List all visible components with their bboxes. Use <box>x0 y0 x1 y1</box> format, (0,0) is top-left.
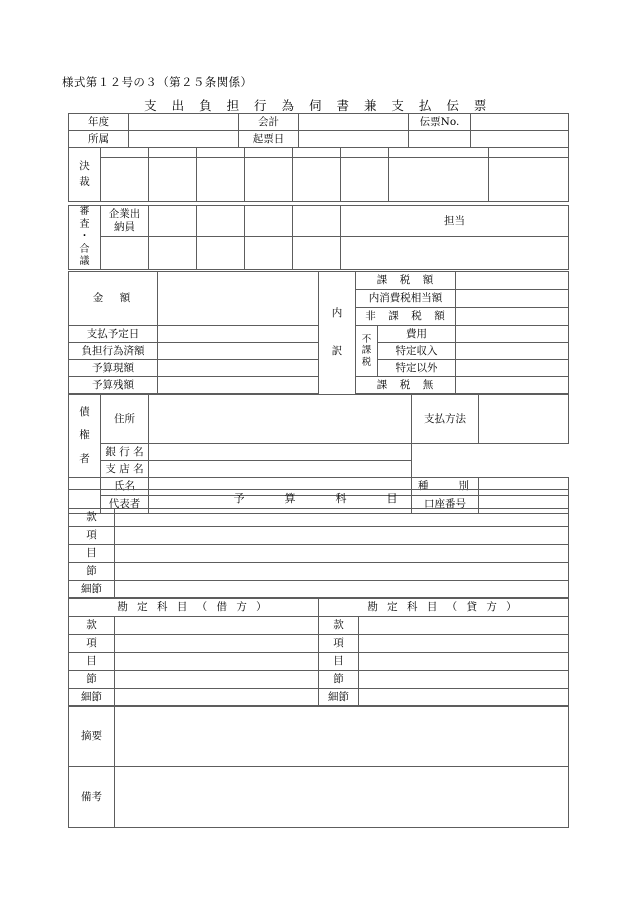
budget-item-field-setsu[interactable] <box>115 563 569 581</box>
account-number-label: 口座番号 <box>412 496 479 514</box>
table-row <box>69 689 569 707</box>
nontaxable-field[interactable] <box>456 308 569 326</box>
affiliation-field[interactable] <box>129 131 239 148</box>
other-than-specific-field[interactable] <box>456 360 569 377</box>
amount-field[interactable] <box>158 272 319 326</box>
decision-strip-cell[interactable] <box>101 148 149 158</box>
specific-income-label: 特定収入 <box>378 343 456 360</box>
ledger-credit-label-kan: 款 <box>319 617 359 635</box>
table-row <box>69 148 569 158</box>
review-stamp-cell[interactable] <box>245 206 293 237</box>
budget-item-title: 予 算 科 目 <box>69 490 569 509</box>
fiscal-year-field[interactable] <box>129 114 239 131</box>
consumption-tax-label: 内消費税相当額 <box>356 290 456 308</box>
amount-breakdown-table <box>68 271 569 395</box>
table-row <box>69 617 569 635</box>
ledger-credit-title: 勘 定 科 目 （ 貸 方 ） <box>319 598 569 617</box>
ledger-credit-field-setsu[interactable] <box>359 671 569 689</box>
review-label <box>69 206 101 270</box>
summary-field[interactable] <box>115 706 569 767</box>
table-row <box>69 206 569 237</box>
decision-label <box>69 148 101 202</box>
review-stamp-cell[interactable] <box>293 237 341 270</box>
budget-item-label-saisetsu: 細節 <box>69 581 115 599</box>
account-label: 会計 <box>239 114 299 131</box>
decision-stamp-cell[interactable] <box>341 158 389 202</box>
budget-balance-field[interactable] <box>158 377 319 394</box>
committed-amount-label: 負担行為済額 <box>69 343 158 360</box>
header-extra-field[interactable] <box>409 131 471 148</box>
table-row <box>69 131 569 148</box>
decision-stamp-cell[interactable] <box>245 158 293 202</box>
nontaxable-label: 非 課 税 額 <box>356 308 456 326</box>
table-row <box>69 272 569 290</box>
drafting-date-field[interactable] <box>299 131 409 148</box>
table-row <box>69 581 569 599</box>
budget-current-field[interactable] <box>158 360 319 377</box>
address-field[interactable] <box>149 395 412 444</box>
payment-due-label: 支払予定日 <box>69 326 158 343</box>
table-row <box>69 598 569 617</box>
form-number: 様式第１２号の３（第２５条関係） <box>62 75 253 89</box>
table-row <box>69 706 569 767</box>
ledger-credit-label-setsu: 節 <box>319 671 359 689</box>
branch-name-field[interactable] <box>149 461 412 478</box>
ledger-debit-label-saisetsu: 細節 <box>69 689 115 707</box>
creditor-label: 債 権 者 <box>69 395 101 478</box>
remarks-label: 備考 <box>69 767 115 828</box>
table-row <box>69 563 569 581</box>
table-row <box>69 635 569 653</box>
bank-name-field[interactable] <box>149 444 412 461</box>
budget-item-field-kan[interactable] <box>115 509 569 527</box>
address-label: 住所 <box>101 395 149 444</box>
review-stamp-cell[interactable] <box>149 206 197 237</box>
slip-no-field[interactable] <box>471 114 569 131</box>
budget-item-label-ko: 項 <box>69 527 115 545</box>
decision-strip-cell[interactable] <box>341 148 389 158</box>
decision-stamp-cell[interactable] <box>101 158 149 202</box>
charge-label: 担当 <box>341 206 569 237</box>
table-row <box>69 653 569 671</box>
ledger-credit-label-saisetsu: 細節 <box>319 689 359 707</box>
fiscal-year-label: 年度 <box>69 114 129 131</box>
decision-strip-cell[interactable] <box>197 148 245 158</box>
budget-balance-label: 予算残額 <box>69 377 158 394</box>
decision-stamp-cell[interactable] <box>389 158 489 202</box>
decision-strip-cell[interactable] <box>149 148 197 158</box>
decision-strip-cell[interactable] <box>389 148 489 158</box>
table-row <box>69 395 569 444</box>
decision-label-text: 決 裁 <box>79 160 90 188</box>
ledger-debit-field-setsu[interactable] <box>115 671 319 689</box>
remarks-field[interactable] <box>115 767 569 828</box>
cashier-label: 企業出 納員 <box>101 206 149 237</box>
payment-method-label: 支払方法 <box>412 395 479 444</box>
decision-stamp-cell[interactable] <box>489 158 569 202</box>
amount-label: 金 額 <box>69 272 158 326</box>
ledger-debit-label-ko: 項 <box>69 635 115 653</box>
ledger-credit-label-ko: 項 <box>319 635 359 653</box>
budget-item-field-ko[interactable] <box>115 527 569 545</box>
table-row <box>69 490 569 509</box>
representative-label: 代表者 <box>101 496 149 514</box>
budget-item-label-setsu: 節 <box>69 563 115 581</box>
drafting-date-label: 起票日 <box>239 131 299 148</box>
review-stamp-cell[interactable] <box>293 206 341 237</box>
decision-stamp-cell[interactable] <box>149 158 197 202</box>
review-stamp-cell[interactable] <box>149 237 197 270</box>
header-table <box>68 113 569 148</box>
decision-strip-cell[interactable] <box>293 148 341 158</box>
taxable-field[interactable] <box>456 272 569 290</box>
consumption-tax-field[interactable] <box>456 290 569 308</box>
review-stamp-cell[interactable] <box>101 237 149 270</box>
ledger-debit-label-moku: 目 <box>69 653 115 671</box>
table-row <box>69 671 569 689</box>
table-row <box>69 114 569 131</box>
ledger-credit-field-saisetsu[interactable] <box>359 689 569 707</box>
decision-stamp-cell[interactable] <box>293 158 341 202</box>
ledger-debit-label-kan: 款 <box>69 617 115 635</box>
name-label: 氏名 <box>101 478 149 496</box>
charge-field[interactable] <box>341 237 569 270</box>
ledger-debit-field-kan[interactable] <box>115 617 319 635</box>
table-row <box>69 158 569 202</box>
page-title: 支 出 負 担 行 為 伺 書 兼 支 払 伝 票 <box>144 98 492 113</box>
bank-name-label: 銀 行 名 <box>101 444 149 461</box>
summary-label: 摘要 <box>69 706 115 767</box>
budget-current-label: 予算現額 <box>69 360 158 377</box>
breakdown-label: 内 訳 <box>319 272 356 395</box>
decision-strip-cell[interactable] <box>245 148 293 158</box>
ledger-debit-field-moku[interactable] <box>115 653 319 671</box>
ledger-table <box>68 597 569 707</box>
account-type-label: 種 別 <box>412 478 479 496</box>
table-row <box>69 444 569 461</box>
approval-table <box>68 147 569 202</box>
no-tax-label: 課 税 無 <box>356 377 456 394</box>
review-stamp-cell[interactable] <box>197 206 245 237</box>
table-row <box>69 237 569 270</box>
table-row <box>69 545 569 563</box>
expense-field[interactable] <box>456 326 569 343</box>
taxable-label: 課 税 額 <box>356 272 456 290</box>
account-field[interactable] <box>299 114 409 131</box>
committed-amount-field[interactable] <box>158 343 319 360</box>
budget-item-field-saisetsu[interactable] <box>115 581 569 599</box>
no-tax-field[interactable] <box>456 377 569 394</box>
decision-stamp-cell[interactable] <box>197 158 245 202</box>
other-than-specific-label: 特定以外 <box>378 360 456 377</box>
table-row <box>69 509 569 527</box>
payment-due-field[interactable] <box>158 326 319 343</box>
slip-no-label: 伝票No. <box>409 114 471 131</box>
budget-item-field-moku[interactable] <box>115 545 569 563</box>
ledger-credit-field-kan[interactable] <box>359 617 569 635</box>
budget-item-label-moku: 目 <box>69 545 115 563</box>
ledger-credit-field-moku[interactable] <box>359 653 569 671</box>
ledger-debit-title: 勘 定 科 目 （ 借 方 ） <box>69 598 319 617</box>
summary-remarks-table <box>68 705 569 828</box>
ledger-credit-label-moku: 目 <box>319 653 359 671</box>
review-stamp-cell[interactable] <box>245 237 293 270</box>
table-row <box>69 527 569 545</box>
branch-name-label: 支 店 名 <box>101 461 149 478</box>
review-stamp-cell[interactable] <box>197 237 245 270</box>
expense-label: 費用 <box>378 326 456 343</box>
budget-item-label-kan: 款 <box>69 509 115 527</box>
header-extra-field-2[interactable] <box>471 131 569 148</box>
affiliation-label: 所属 <box>69 131 129 148</box>
ledger-debit-label-setsu: 節 <box>69 671 115 689</box>
table-row <box>69 767 569 828</box>
decision-strip-cell[interactable] <box>489 148 569 158</box>
ledger-debit-field-saisetsu[interactable] <box>115 689 319 707</box>
budget-item-table <box>68 489 569 599</box>
ledger-debit-field-ko[interactable] <box>115 635 319 653</box>
outside-tax-label: 不 課 税 <box>356 326 378 377</box>
table-row <box>69 461 569 478</box>
ledger-credit-field-ko[interactable] <box>359 635 569 653</box>
review-table <box>68 205 569 270</box>
payment-method-field[interactable] <box>479 395 569 444</box>
review-label-text: 審 査 ・ 合 議 <box>79 206 90 268</box>
specific-income-field[interactable] <box>456 343 569 360</box>
